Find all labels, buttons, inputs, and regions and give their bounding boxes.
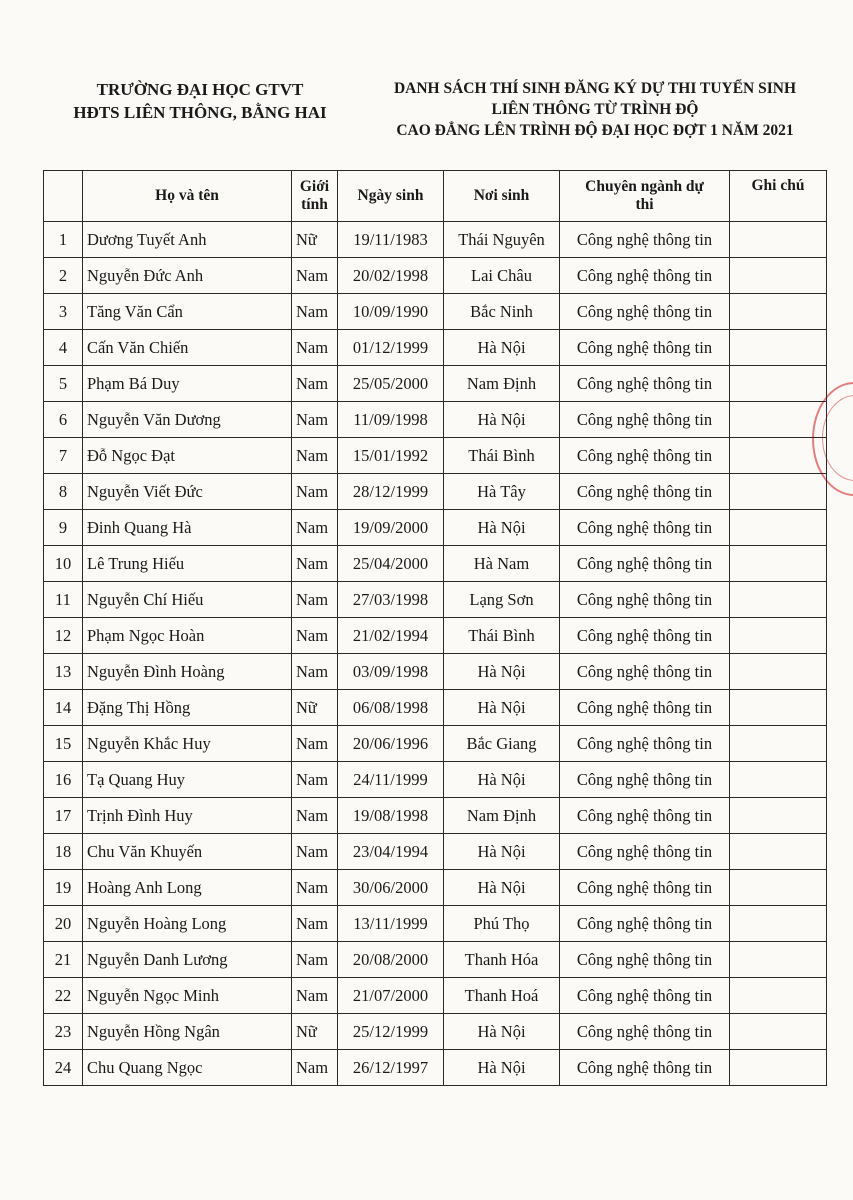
candidate-birthplace: Hà Nội [444,762,560,798]
row-number: 5 [44,366,83,402]
table-row [44,834,827,870]
row-number: 19 [44,870,83,906]
candidate-dob: 03/09/1998 [338,654,444,690]
candidate-gender: Nam [292,762,338,798]
candidate-major: Công nghệ thông tin [560,510,730,546]
candidate-major: Công nghệ thông tin [560,1050,730,1086]
row-number: 20 [44,906,83,942]
title-line-1: DANH SÁCH THÍ SINH ĐĂNG KÝ DỰ THI TUYỂN SINH [393,80,797,97]
table-row [44,942,827,978]
candidate-name: Nguyễn Đức Anh [83,258,292,294]
candidate-birthplace: Thái Bình [444,618,560,654]
candidate-birthplace: Hà Nội [444,654,560,690]
candidate-name: Nguyễn Đình Hoàng [83,654,292,690]
candidate-major: Công nghệ thông tin [560,330,730,366]
candidate-birthplace: Hà Nội [444,690,560,726]
document-title [355,78,835,141]
candidate-name: Nguyễn Hồng Ngân [83,1014,292,1050]
candidate-note [730,474,827,510]
candidate-note [730,618,827,654]
candidate-major: Công nghệ thông tin [560,726,730,762]
candidate-note [730,438,827,474]
candidate-dob: 23/04/1994 [338,834,444,870]
candidate-major: Công nghệ thông tin [560,942,730,978]
candidate-major: Công nghệ thông tin [560,798,730,834]
candidate-name: Nguyễn Văn Dương [83,402,292,438]
candidate-dob: 25/05/2000 [338,366,444,402]
candidate-name: Chu Quang Ngọc [83,1050,292,1086]
row-number: 12 [44,618,83,654]
row-number: 2 [44,258,83,294]
row-number: 15 [44,726,83,762]
table-row [44,726,827,762]
candidate-gender: Nữ [292,690,338,726]
row-number: 7 [44,438,83,474]
candidate-note [730,1050,827,1086]
candidate-gender: Nam [292,942,338,978]
candidate-dob: 19/08/1998 [338,798,444,834]
candidate-major: Công nghệ thông tin [560,690,730,726]
table-row [44,870,827,906]
candidate-name: Đỗ Ngọc Đạt [83,438,292,474]
candidate-note [730,294,827,330]
candidate-note [730,654,827,690]
row-number: 4 [44,330,83,366]
candidate-birthplace: Hà Nội [444,402,560,438]
column-header-gender [292,171,338,222]
candidate-birthplace: Thanh Hoá [444,978,560,1014]
row-number: 10 [44,546,83,582]
column-header-dob: Ngày sinh [338,171,444,222]
candidate-birthplace: Hà Nội [444,510,560,546]
table-row [44,402,827,438]
candidate-dob: 28/12/1999 [338,474,444,510]
candidate-major: Công nghệ thông tin [560,906,730,942]
candidate-dob: 30/06/2000 [338,870,444,906]
row-number: 11 [44,582,83,618]
candidate-name: Lê Trung Hiếu [83,546,292,582]
candidate-name: Phạm Ngọc Hoàn [83,618,292,654]
column-header-note: Ghi chú [730,171,827,222]
candidate-birthplace: Hà Nam [444,546,560,582]
candidate-dob: 21/07/2000 [338,978,444,1014]
candidate-major: Công nghệ thông tin [560,582,730,618]
table-row [44,510,827,546]
candidate-gender: Nam [292,834,338,870]
candidate-gender: Nam [292,906,338,942]
row-number: 18 [44,834,83,870]
candidate-gender: Nam [292,726,338,762]
candidate-major: Công nghệ thông tin [560,294,730,330]
row-number: 3 [44,294,83,330]
candidate-birthplace: Thanh Hóa [444,942,560,978]
candidate-major: Công nghệ thông tin [560,258,730,294]
candidate-note [730,582,827,618]
candidate-dob: 21/02/1994 [338,618,444,654]
candidate-dob: 27/03/1998 [338,582,444,618]
candidate-note [730,222,827,258]
row-number: 24 [44,1050,83,1086]
table-row [44,1050,827,1086]
candidate-gender: Nam [292,330,338,366]
candidate-name: Trịnh Đình Huy [83,798,292,834]
table-row [44,1014,827,1050]
candidate-birthplace: Hà Nội [444,1050,560,1086]
table-row [44,582,827,618]
candidate-birthplace: Thái Bình [444,438,560,474]
candidate-dob: 20/06/1996 [338,726,444,762]
gender-header-line-1: Giới [299,178,330,195]
candidate-name: Nguyễn Ngọc Minh [83,978,292,1014]
candidate-note [730,330,827,366]
candidate-name: Dương Tuyết Anh [83,222,292,258]
candidate-note [730,546,827,582]
row-number: 21 [44,942,83,978]
row-number: 14 [44,690,83,726]
candidate-note [730,726,827,762]
candidate-major: Công nghệ thông tin [560,222,730,258]
candidate-gender: Nam [292,546,338,582]
table-row [44,366,827,402]
candidate-dob: 15/01/1992 [338,438,444,474]
table-row [44,618,827,654]
row-number: 23 [44,1014,83,1050]
table-row [44,258,827,294]
candidate-major: Công nghệ thông tin [560,438,730,474]
table-row [44,474,827,510]
table-row [44,906,827,942]
title-line-2: LIÊN THÔNG TỪ TRÌNH ĐỘ [491,101,699,118]
column-header-major [560,171,730,222]
candidate-gender: Nam [292,438,338,474]
candidate-major: Công nghệ thông tin [560,474,730,510]
candidate-name: Nguyễn Chí Hiếu [83,582,292,618]
candidate-dob: 20/02/1998 [338,258,444,294]
candidate-birthplace: Nam Định [444,366,560,402]
candidate-gender: Nam [292,474,338,510]
candidate-note [730,906,827,942]
candidate-major: Công nghệ thông tin [560,870,730,906]
candidate-dob: 19/09/2000 [338,510,444,546]
major-header-line-2: thi [635,196,654,213]
candidate-birthplace: Hà Nội [444,330,560,366]
candidate-major: Công nghệ thông tin [560,762,730,798]
candidate-gender: Nam [292,978,338,1014]
candidate-name: Tạ Quang Huy [83,762,292,798]
row-number: 17 [44,798,83,834]
candidate-birthplace: Hà Tây [444,474,560,510]
table-header-row [44,171,827,222]
candidate-dob: 25/04/2000 [338,546,444,582]
table-row [44,546,827,582]
candidate-note [730,690,827,726]
candidate-birthplace: Bắc Giang [444,726,560,762]
candidate-name: Nguyễn Hoàng Long [83,906,292,942]
row-number: 1 [44,222,83,258]
candidate-major: Công nghệ thông tin [560,546,730,582]
candidate-dob: 01/12/1999 [338,330,444,366]
candidate-note [730,834,827,870]
candidate-dob: 11/09/1998 [338,402,444,438]
candidate-major: Công nghệ thông tin [560,366,730,402]
candidate-gender: Nam [292,618,338,654]
candidate-note [730,870,827,906]
candidate-gender: Nam [292,402,338,438]
organization-name: TRƯỜNG ĐẠI HỌC GTVT [96,80,304,99]
major-header-line-1: Chuyên ngành dự [585,178,704,195]
candidate-dob: 26/12/1997 [338,1050,444,1086]
gender-header-line-2: tính [301,196,328,213]
candidate-birthplace: Lạng Sơn [444,582,560,618]
candidate-note [730,258,827,294]
candidate-note [730,510,827,546]
candidate-birthplace: Hà Nội [444,834,560,870]
candidate-gender: Nam [292,258,338,294]
candidate-major: Công nghệ thông tin [560,1014,730,1050]
candidate-gender: Nam [292,366,338,402]
column-header-stt [44,171,83,222]
candidate-gender: Nam [292,510,338,546]
candidate-dob: 20/08/2000 [338,942,444,978]
candidate-dob: 25/12/1999 [338,1014,444,1050]
table-row [44,978,827,1014]
table-row [44,798,827,834]
candidate-note [730,762,827,798]
candidate-birthplace: Phú Thọ [444,906,560,942]
table-row [44,330,827,366]
candidate-gender: Nữ [292,1014,338,1050]
candidate-gender: Nam [292,294,338,330]
candidate-major: Công nghệ thông tin [560,834,730,870]
row-number: 9 [44,510,83,546]
candidate-name: Phạm Bá Duy [83,366,292,402]
candidate-birthplace: Bắc Ninh [444,294,560,330]
row-number: 13 [44,654,83,690]
title-line-3: CAO ĐẲNG LÊN TRÌNH ĐỘ ĐẠI HỌC ĐỢT 1 NĂM 2021 [396,122,794,139]
candidate-gender: Nam [292,798,338,834]
table-row [44,690,827,726]
table-row [44,654,827,690]
candidate-dob: 13/11/1999 [338,906,444,942]
candidate-gender: Nam [292,654,338,690]
row-number: 8 [44,474,83,510]
candidate-gender: Nam [292,1050,338,1086]
candidate-gender: Nam [292,870,338,906]
candidate-major: Công nghệ thông tin [560,978,730,1014]
candidate-note [730,978,827,1014]
candidate-note [730,402,827,438]
table-row [44,222,827,258]
candidate-name: Chu Văn Khuyến [83,834,292,870]
candidate-note [730,798,827,834]
candidate-name: Đinh Quang Hà [83,510,292,546]
candidate-dob: 24/11/1999 [338,762,444,798]
candidate-name: Nguyễn Khắc Huy [83,726,292,762]
candidate-birthplace: Hà Nội [444,1014,560,1050]
candidate-major: Công nghệ thông tin [560,402,730,438]
candidate-name: Nguyễn Viết Đức [83,474,292,510]
candidate-dob: 19/11/1983 [338,222,444,258]
candidate-name: Cấn Văn Chiến [83,330,292,366]
organization-header [45,78,355,124]
candidate-gender: Nam [292,582,338,618]
row-number: 6 [44,402,83,438]
candidate-dob: 06/08/1998 [338,690,444,726]
candidate-birthplace: Nam Định [444,798,560,834]
candidate-name: Nguyễn Danh Lương [83,942,292,978]
table-row [44,762,827,798]
table-row [44,438,827,474]
column-header-birthplace: Nơi sinh [444,171,560,222]
candidate-note [730,366,827,402]
council-name: HĐTS LIÊN THÔNG, BẰNG HAI [73,103,327,122]
candidate-name: Đặng Thị Hồng [83,690,292,726]
candidate-major: Công nghệ thông tin [560,618,730,654]
candidate-major: Công nghệ thông tin [560,654,730,690]
row-number: 16 [44,762,83,798]
candidate-dob: 10/09/1990 [338,294,444,330]
table-row [44,294,827,330]
candidate-birthplace: Lai Châu [444,258,560,294]
candidate-gender: Nữ [292,222,338,258]
candidate-name: Tăng Văn Cẩn [83,294,292,330]
column-header-name: Họ và tên [83,171,292,222]
candidate-table [43,170,827,1086]
candidate-note [730,942,827,978]
row-number: 22 [44,978,83,1014]
candidate-note [730,1014,827,1050]
candidate-name: Hoàng Anh Long [83,870,292,906]
candidate-birthplace: Thái Nguyên [444,222,560,258]
candidate-birthplace: Hà Nội [444,870,560,906]
